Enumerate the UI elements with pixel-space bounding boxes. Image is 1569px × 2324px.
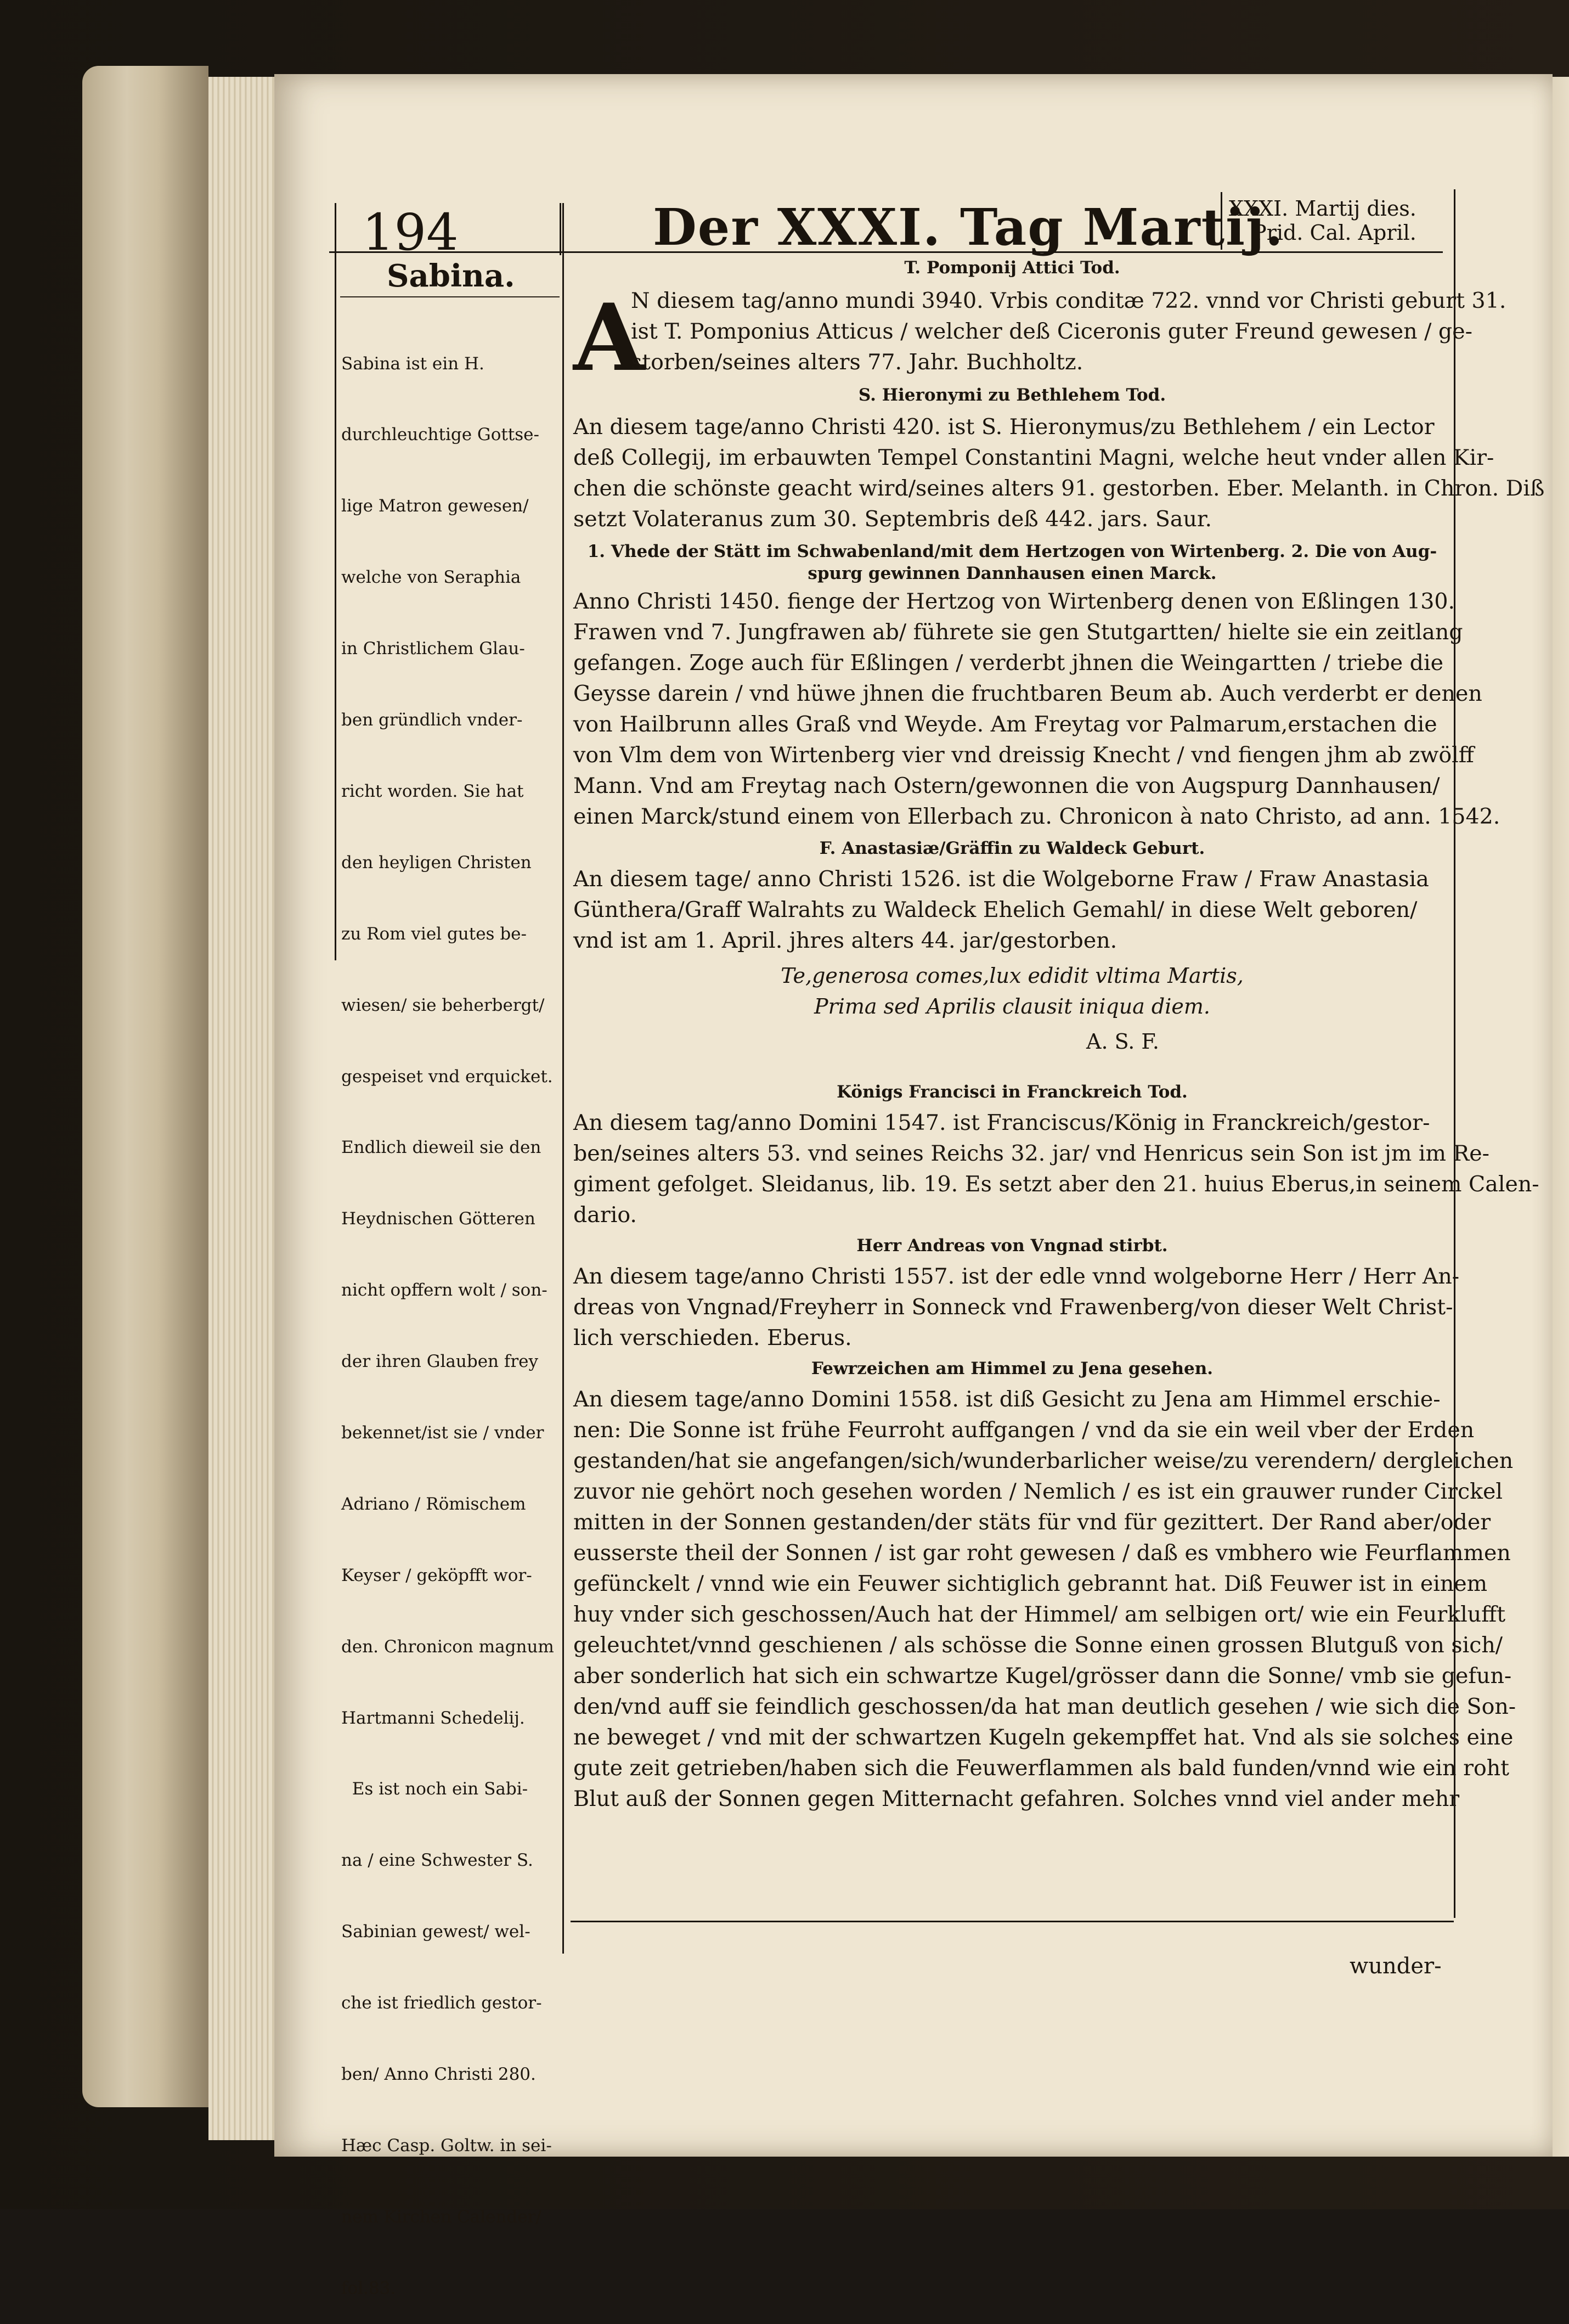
text-line: von Hailbrunn alles Graß vnd Weyde. Am Freytag vor Palmarum,erstachen die xyxy=(573,712,1437,737)
margin-line: nem Kirchen Calender/ xyxy=(341,2207,541,2227)
text-line: ne beweget / vnd mit der schwartzen Kugeln gekempffet hat. Vnd als sie solches eine xyxy=(573,1725,1514,1750)
page-stack-edge xyxy=(208,77,274,2140)
text-line: Günthera/Graff Walrahts zu Waldeck Ehelich Gemahl/ in diese Welt geboren/ xyxy=(573,897,1418,922)
margin-line: ben gründlich vnder- xyxy=(341,710,523,730)
margin-line: den heyligen Christen xyxy=(341,852,532,873)
margin-line: ben/ Anno Christi 280. xyxy=(341,2064,536,2084)
drop-cap: A xyxy=(573,283,645,392)
margin-line: nicht opffern wolt / son- xyxy=(341,1280,548,1301)
margin-title: Sabina. xyxy=(387,258,515,294)
margin-line: wiesen/ sie beherbergt/ xyxy=(341,995,545,1015)
text-line: nen: Die Sonne ist frühe Feurroht auffgangen / vnd da sie ein weil vber der Erden xyxy=(573,1417,1475,1443)
column-divider-rule xyxy=(562,203,564,1954)
section-title: Königs Francisci in Franckreich Tod. xyxy=(837,1082,1188,1102)
text-line: mitten in der Sonnen gestanden/der stäts für vnd für gezittert. Der Rand aber/oder xyxy=(573,1510,1491,1535)
verse-line: Te,generosa comes,lux edidit vltima Martis, xyxy=(781,964,1244,988)
section-title: Fewrzeichen am Himmel zu Jena gesehen. xyxy=(811,1359,1214,1378)
margin-line: Sabina ist ein H. xyxy=(341,353,484,374)
margin-line: Sabinian gewest/ wel- xyxy=(341,1922,530,1942)
margin-line: Hæc Casp. Goltw. in sei- xyxy=(341,2135,552,2156)
margin-line: der ihren Glauben frey xyxy=(341,1352,539,1372)
margin-line: welche von Seraphia xyxy=(341,567,521,588)
margin-line: durchleuchtige Gottse- xyxy=(341,425,539,445)
text-line: huy vnder sich geschossen/Auch hat der Himmel/ am selbigen ort/ wie ein Feurklufft xyxy=(573,1602,1506,1627)
page-number: 194 xyxy=(362,203,459,262)
text-line: giment gefolget. Sleidanus, lib. 19. Es setzt aber den 21. huius Eberus,in seinem Calen- xyxy=(573,1172,1539,1197)
margin-line: Keyser / geköpfft wor- xyxy=(341,1565,532,1585)
text-line: An diesem tage/anno Christi 420. ist S. Hieronymus/zu Bethlehem / ein Lector xyxy=(573,414,1435,440)
margin-line: fol.83. xyxy=(341,2278,396,2298)
margin-line: zu Rom viel gutes be- xyxy=(341,924,527,944)
text-line: lich verschieden. Eberus. xyxy=(573,1325,852,1350)
margin-line: Endlich dieweil sie den xyxy=(341,1138,541,1158)
verse-line: Prima sed Aprilis clausit iniqua diem. xyxy=(814,994,1210,1018)
margin-line: na / eine Schwester S. xyxy=(341,1850,533,1871)
text-line: aber sonderlich hat sich ein schwartze Kugel/grösser dann die Sonne/ vmb sie gefun- xyxy=(573,1663,1512,1689)
text-line: N diesem tag/anno mundi 3940. Vrbis conditæ 722. vnnd vor Christi geburt 31. xyxy=(631,288,1506,313)
text-line: ben/seines alters 53. vnd seines Reichs 32. jar/ vnd Henricus sein Son ist jm im Re- xyxy=(573,1141,1489,1166)
day-note-line: XXXI. Martij dies. xyxy=(1229,196,1416,221)
head-divider-left xyxy=(560,203,561,255)
section-title: 1. Vhede der Stätt im Schwabenland/mit dem Hertzogen von Wirtenberg. 2. Die von Aug- spurg gewinnen Dannhausen einen Marck. xyxy=(587,542,1437,583)
margin-outer-rule xyxy=(335,203,336,960)
text-line: An diesem tage/anno Christi 1557. ist der edle vnnd wolgeborne Herr / Herr An- xyxy=(573,1264,1460,1289)
text-line: gefünckelt / vnnd wie ein Feuwer sichtiglich gebrannt hat. Diß Feuwer ist in einem xyxy=(573,1571,1488,1596)
section-title: T. Pomponij Attici Tod. xyxy=(904,258,1120,278)
text-line: gefangen. Zoge auch für Eßlingen / verderbt jhnen die Weingartten / triebe die xyxy=(573,650,1443,676)
margin-line: che ist friedlich gestor- xyxy=(341,1993,542,2013)
section-title: Herr Andreas von Vngnad stirbt. xyxy=(856,1236,1168,1256)
text-line: setzt Volateranus zum 30. Septembris deß 442. jars. Saur. xyxy=(573,507,1212,532)
text-line: einen Marck/stund einem von Ellerbach zu. Chronicon à nato Christo, ad ann. 1542. xyxy=(573,804,1500,829)
margin-line: lige Matron gewesen/ xyxy=(341,496,529,516)
text-line: Blut auß der Sonnen gegen Mitternacht gefahren. Solches vnnd viel ander mehr xyxy=(573,1786,1460,1811)
text-line: zuvor nie gehört noch gesehen worden / Nemlich / es ist ein grauwer runder Circkel xyxy=(573,1479,1503,1504)
text-line: gute zeit getrieben/haben sich die Feuwerflammen als bald funden/vnnd wie ein roht xyxy=(573,1755,1510,1781)
text-line: dario. xyxy=(573,1202,637,1228)
text-line: storben/seines alters 77. Jahr. Buchholtz. xyxy=(631,350,1083,375)
text-line: dreas von Vngnad/Freyherr in Sonneck vnd Frawenberg/von dieser Welt Christ- xyxy=(573,1295,1453,1320)
text-line: eusserste theil der Sonnen / ist gar roht gewesen / daß es vmbhero wie Feurflammen xyxy=(573,1540,1511,1566)
day-note xyxy=(1229,196,1416,245)
text-line: Frawen vnd 7. Jungfrawen ab/ führete sie gen Stutgartten/ hielte sie ein zeitlang xyxy=(573,620,1463,645)
margin-title-rule xyxy=(340,296,560,297)
margin-note xyxy=(341,305,561,2324)
margin-line: gespeiset vnd erquicket. xyxy=(341,1066,553,1087)
margin-line: Adriano / Römischem xyxy=(341,1494,526,1514)
margin-line: den. Chronicon magnum xyxy=(341,1636,554,1657)
text-line: von Vlm dem von Wirtenberg vier vnd dreissig Knecht / vnd fiengen jhm ab zwölff xyxy=(573,742,1474,768)
text-line: An diesem tage/ anno Christi 1526. ist die Wolgeborne Fraw / Fraw Anastasia xyxy=(573,866,1429,892)
section-title: S. Hieronymi zu Bethlehem Tod. xyxy=(858,385,1166,405)
text-line: Mann. Vnd am Freytag nach Ostern/gewonnen die von Augspurg Dannhausen/ xyxy=(573,773,1440,798)
text-line: den/vnd auff sie feindlich geschossen/da hat man deutlich gesehen / wie sich die Son- xyxy=(573,1694,1516,1719)
running-head: Der XXXI. Tag Martij. xyxy=(653,198,1284,257)
signature: A. S. F. xyxy=(1086,1029,1159,1054)
margin-line: Hartmanni Schedelij. xyxy=(341,1708,525,1728)
text-line: geleuchtet/vnnd geschienen / als schösse die Sonne einen grossen Blutguß von sich/ xyxy=(573,1633,1503,1658)
text-line: vnd ist am 1. April. jhres alters 44. jar/gestorben. xyxy=(573,928,1118,953)
section-title: F. Anastasiæ/Gräffin zu Waldeck Geburt. xyxy=(819,839,1205,858)
margin-line: bekennet/ist sie / vnder xyxy=(341,1422,544,1443)
margin-line: richt worden. Sie hat xyxy=(341,781,524,801)
bottom-frame-rule xyxy=(571,1921,1454,1922)
text-line: Anno Christi 1450. fienge der Hertzog von Wirtenberg denen von Eßlingen 130. xyxy=(573,589,1455,614)
margin-line: Es ist noch ein Sabi- xyxy=(341,1779,528,1799)
text-line: An diesem tag/anno Domini 1547. ist Franciscus/König in Franckreich/gestor- xyxy=(573,1110,1430,1135)
day-note-line: Prid. Cal. April. xyxy=(1252,221,1416,245)
text-line: gestanden/hat sie angefangen/sich/wunderbarlicher weise/zu verendern/ dergleichen xyxy=(573,1448,1514,1473)
catchword: wunder- xyxy=(1350,1954,1442,1979)
text-line: chen die schönste geacht wird/seines alters 91. gestorben. Eber. Melanth. in Chron. Diß xyxy=(573,476,1545,501)
margin-line: in Christlichem Glau- xyxy=(341,639,525,659)
text-line: deß Collegij, im erbauwten Tempel Constantini Magni, welche heut vnder allen Kir- xyxy=(573,445,1494,470)
margin-line: Heydnischen Götteren xyxy=(341,1209,535,1229)
text-line: An diesem tage/anno Domini 1558. ist diß Gesicht zu Jena am Himmel erschie- xyxy=(573,1387,1441,1412)
text-line: ist T. Pomponius Atticus / welcher deß Ciceronis guter Freund gewesen / ge- xyxy=(631,319,1472,344)
text-line: Geysse darein / vnd hüwe jhnen die fruchtbaren Beum ab. Auch verderbt er denen xyxy=(573,681,1482,706)
book-cover-edge xyxy=(82,66,208,2107)
